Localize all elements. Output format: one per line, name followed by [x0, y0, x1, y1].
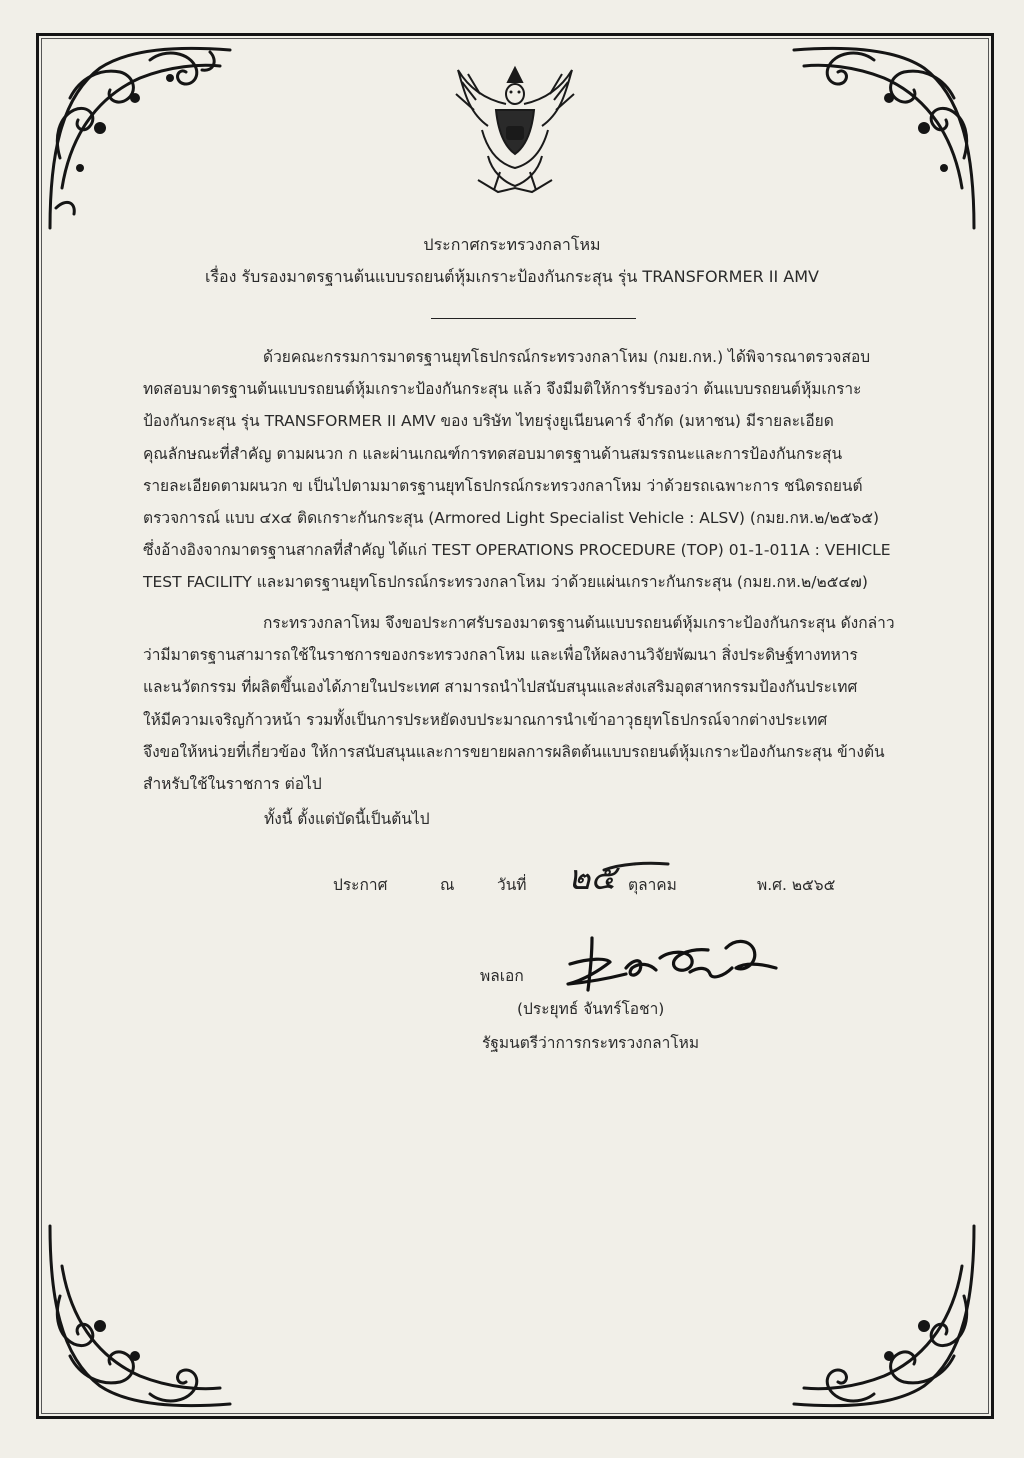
date-year: พ.ศ. ๒๕๖๕ — [757, 876, 836, 894]
paragraph-line: กระทรวงกลาโหม จึงขอประกาศรับรองมาตรฐานต้นแบบรถยนต์หุ้มเกราะป้องกันกระสุน ดังกล่าว — [263, 614, 895, 632]
paragraph-line: ว่ามีมาตรฐานสามารถใช้ในราชการของกระทรวงกลาโหม และเพื่อให้ผลงานวิจัยพัฒนา สิ่งประดิษฐ์ทางทหาร — [143, 646, 858, 665]
paragraph-line: ให้มีความเจริญก้าวหน้า รวมทั้งเป็นการประหยัดงบประมาณการนำเข้าอาวุธยุทโธปกรณ์จากต่างประเทศ — [143, 710, 828, 729]
corner-ornament-top-right — [784, 38, 984, 238]
paragraph-line: รายละเอียดตามผนวก ข เป็นไปตามมาตรฐานยุทโธปกรณ์กระทรวงกลาโหม ว่าด้วยรถเฉพาะการ ชนิดรถยนต์ — [143, 476, 863, 495]
paragraph-line: ด้วยคณะกรรมการมาตรฐานยุทโธปกรณ์กระทรวงกลาโหม (กมย.กห.) ได้พิจารณาตรวจสอบ — [263, 348, 871, 366]
paragraph-line: ป้องกันกระสุน รุ่น TRANSFORMER II AMV ของ บริษัท ไทยรุ่งยูเนียนคาร์ จำกัด (มหาชน) มีรายละเอียด — [143, 412, 834, 431]
paragraph-line: ซึ่งอ้างอิงจากมาตรฐานสากลที่สำคัญ ได้แก่ TEST OPERATIONS PROCEDURE (TOP) 01-1-011A : VEHICLE — [143, 541, 891, 560]
date-at: ณ — [440, 876, 455, 894]
document-title: ประกาศกระทรวงกลาโหม — [423, 235, 601, 254]
date-label: ประกาศ — [333, 876, 388, 894]
garuda-emblem-icon — [448, 60, 582, 200]
date-day-label: วันที่ — [497, 876, 527, 894]
corner-ornament-bottom-left — [40, 1216, 240, 1416]
handwritten-signature — [540, 928, 790, 998]
signatory-position: รัฐมนตรีว่าการกระทรวงกลาโหม — [482, 1034, 700, 1052]
paragraph-line: สำหรับใช้ในราชการ ต่อไป — [143, 775, 322, 794]
paragraph-2 — [143, 607, 935, 800]
paragraph-line: จึงขอให้หน่วยที่เกี่ยวข้อง ให้การสนับสนุนและการขยายผลการผลิตต้นแบบรถยนต์หุ้มเกราะป้องกันกระสุน ข้างต้น — [143, 742, 885, 761]
signatory-rank: พลเอก — [480, 967, 524, 985]
signatory-name: (ประยุทธ์ จันทร์โอชา) — [517, 1000, 665, 1018]
corner-ornament-bottom-right — [784, 1216, 984, 1416]
title-divider — [431, 318, 636, 319]
paragraph-line: ตรวจการณ์ แบบ ๔x๔ ติดเกราะกันกระสุน (Armored Light Specialist Vehicle : ALSV) (กมย.กห.๒/๒๕๖๕) — [143, 509, 880, 528]
paragraph-line: TEST FACILITY และมาตรฐานยุทโธปกรณ์กระทรวงกลาโหม ว่าด้วยแผ่นเกราะกันกระสุน (กมย.กห.๒/๒๕๔๗) — [143, 573, 868, 592]
document-subject: เรื่อง รับรองมาตรฐานต้นแบบรถยนต์หุ้มเกราะป้องกันกระสุน รุ่น TRANSFORMER II AMV — [204, 267, 819, 286]
corner-ornament-top-left — [40, 38, 240, 238]
paragraph-3: ทั้งนี้ ตั้งแต่บัดนี้เป็นต้นไป — [264, 810, 430, 828]
paragraph-line: และนวัตกรรม ที่ผลิตขึ้นเองได้ภายในประเทศ สามารถนำไปสนับสนุนและส่งเสริมอุตสาหกรรมป้องกันประเทศ — [143, 678, 858, 697]
paragraph-1 — [143, 341, 935, 599]
date-month: ตุลาคม — [628, 876, 677, 894]
paragraph-line: คุณลักษณะที่สำคัญ ตามผนวก ก และผ่านเกณฑ์การทดสอบมาตรฐานด้านสมรรถนะและการป้องกันกระสุน — [143, 444, 843, 463]
date-day-handwritten: ๒๕ — [568, 858, 617, 898]
paragraph-line: ทดสอบมาตรฐานต้นแบบรถยนต์หุ้มเกราะป้องกันกระสุน แล้ว จึงมีมติให้การรับรองว่า ต้นแบบรถยนต์หุ้มเกราะ — [143, 380, 862, 399]
